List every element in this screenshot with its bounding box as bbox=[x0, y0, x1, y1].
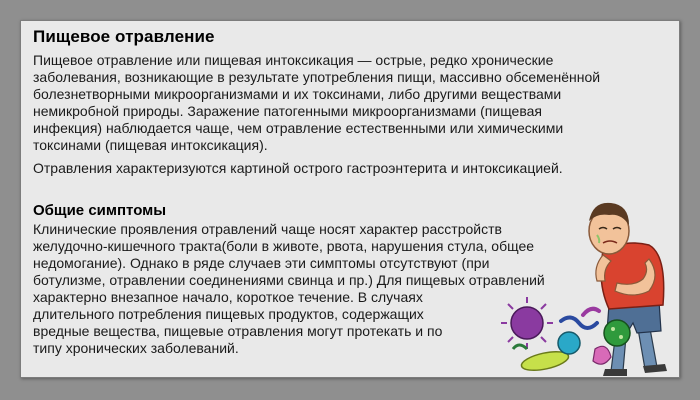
article-title: Пищевое отравление bbox=[33, 27, 215, 46]
symptoms-line: Клинические проявления отравлений чаще носят характер расстройств bbox=[33, 221, 502, 237]
symptoms-line: ботулизме, отравлении соединениями свинца и пр.) Для пищевых отравлений bbox=[33, 272, 545, 288]
head bbox=[589, 203, 629, 254]
symptoms-line: недомогание). Однако в ряде случаев эти симптомы отсутствуют (при bbox=[33, 255, 490, 271]
symptoms-line: вредные вещества, пищевые отравления могут протекать и по bbox=[33, 323, 443, 339]
symptoms-line: желудочно-кишечного тракта(боли в животе, рвота, нарушения стула, общее bbox=[33, 238, 535, 254]
sick-person-illustration bbox=[499, 173, 681, 379]
symptoms-heading: Общие симптомы bbox=[33, 202, 167, 219]
intro-line: немикробной природы. Заражение патогенными микроорганизмами (пищевая bbox=[33, 103, 542, 119]
symptoms-line: длительного потребления пищевых продуктов, содержащих bbox=[33, 306, 424, 322]
symptoms-line: характерно внезапное начало, короткое течение. В случаях bbox=[33, 289, 423, 305]
intro-line: заболевания, возникающие в результате употребления пищи, массивно обсеменённой bbox=[33, 69, 601, 85]
article-card bbox=[20, 20, 680, 378]
summary-paragraph: Отравления характеризуются картиной острого гастроэнтерита и интоксикацией. bbox=[33, 160, 563, 176]
intro-line: Пищевое отравление или пищевая интоксикация — острые, редко хронические bbox=[33, 52, 554, 68]
intro-line: инфекция) наблюдается чаще, чем отравление естественными или химическими bbox=[33, 120, 564, 136]
symptoms-line: типу хронических заболеваний. bbox=[33, 340, 239, 356]
intro-paragraph bbox=[33, 52, 673, 154]
intro-line: болезнетворными микроорганизмами и их токсинами, либо другими веществами bbox=[33, 86, 562, 102]
symptoms-paragraph bbox=[33, 221, 545, 357]
intro-line: токсинами (пищевая интоксикация). bbox=[33, 137, 268, 153]
